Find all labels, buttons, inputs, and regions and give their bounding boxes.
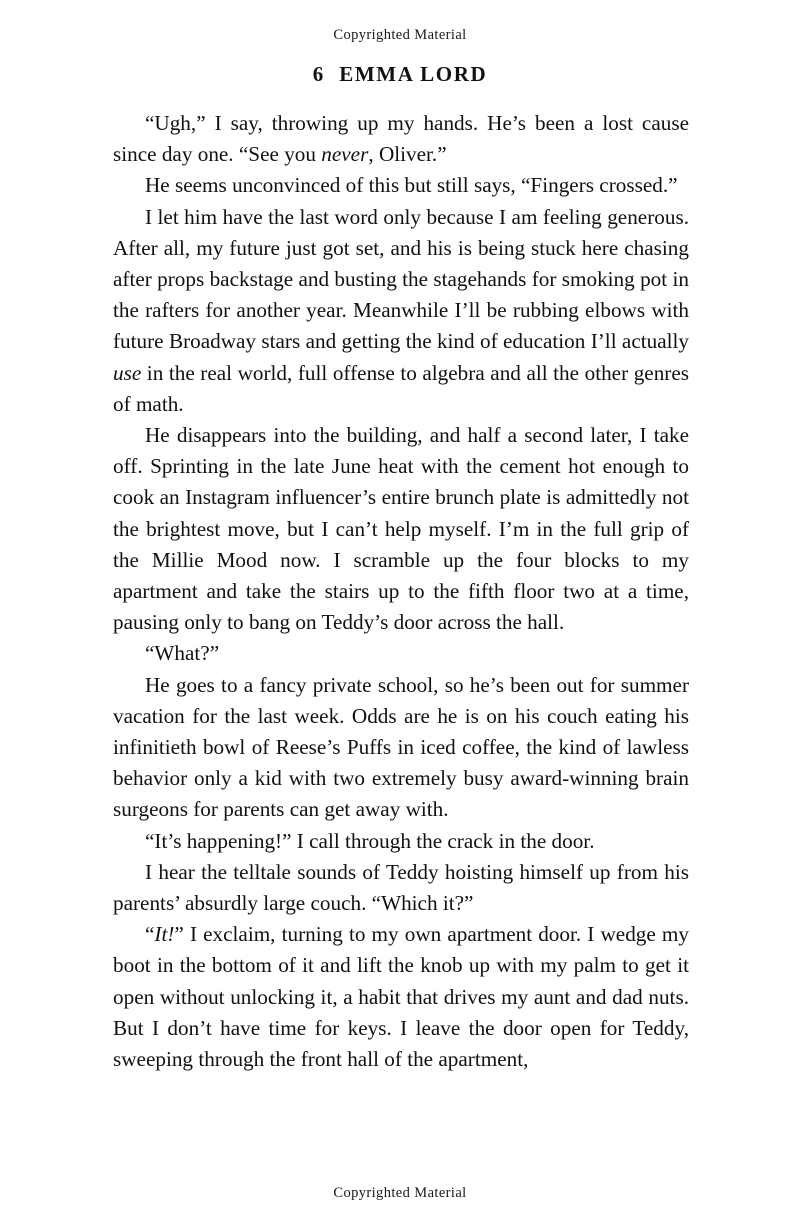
- paragraph: He disappears into the building, and half a second later, I take off. Sprinting in the late June heat with the cement hot enough to cook an Instagram influencer’s entire brunch plate is admittedly not the brightest move, but I can’t help myself. I’m in the full grip of the Millie Mood now. I scramble up the four blocks to my apartment and take the stairs up to the fifth floor two at a time, pausing only to bang on Teddy’s door across the hall.: [113, 423, 689, 635]
- paragraph: I let him have the last word only because I am feeling generous. After all, my future just got set, and his is being stuck here chasing after props backstage and busting the stagehands for smoking pot in the rafters for another year. Meanwhile I’ll be rubbing elbows with future Broadway stars and getting the kind of education I’ll actually use in the real world, full offense to algebra and all the other genres of math.: [113, 204, 689, 416]
- paragraph: I hear the telltale sounds of Teddy hoisting himself up from his parents’ absurdly large couch. “Which it?”: [113, 859, 689, 916]
- paragraph: “It’s happening!” I call through the crack in the door.: [145, 828, 595, 853]
- copyright-notice-top: Copyrighted Material: [333, 27, 467, 43]
- paragraph: He goes to a fancy private school, so he’s been out for summer vacation for the last week. Odds are he is on his couch eating his infinitieth bowl of Reese’s Puffs in iced coffee, the kind of lawless behavior only a kid with two extremely busy award-winning brain surgeons for parents can get away with.: [113, 672, 689, 822]
- body-text: [113, 108, 689, 1075]
- paragraph: “Ugh,” I say, throwing up my hands. He’s been a lost cause since day one. “See you never, Oliver.”: [113, 111, 689, 167]
- paragraph: “It!” I exclaim, turning to my own apartment door. I wedge my boot in the bottom of it and lift the knob up with my palm to get it open without unlocking it, a habit that drives my aunt and dad nuts. But I don’t have time for keys. I leave the door open for Teddy, sweeping through the front hall of the apartment,: [113, 922, 689, 1072]
- paragraph: “What?”: [145, 641, 220, 666]
- paragraph: He seems unconvinced of this but still says, “Fingers crossed.”: [145, 173, 678, 198]
- running-head: [0, 62, 800, 87]
- copyright-notice-bottom: Copyrighted Material: [333, 1185, 467, 1201]
- page-number: 6: [312, 62, 324, 86]
- running-head-author: EMMA LORD: [339, 62, 488, 86]
